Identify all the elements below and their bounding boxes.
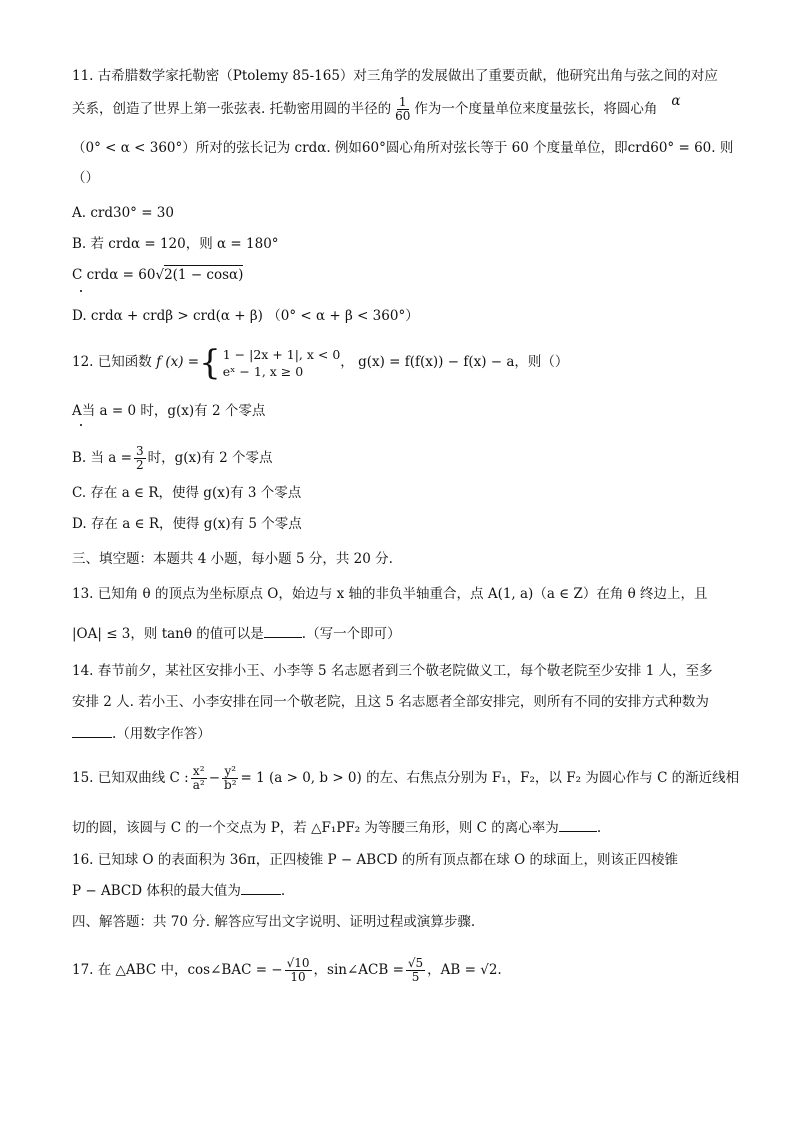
section-3-heading: 三、填空题：本题共 4 小题，每小题 5 分，共 20 分. <box>72 551 393 567</box>
q17-post: ，AB = √2. <box>427 962 502 978</box>
q11-line2-end: 作为一个度量单位来度量弦长，将圆心角 <box>414 101 658 117</box>
q11-frac-den: 60 <box>395 109 411 123</box>
q15-line2 <box>72 818 601 838</box>
q17-n1: √10 <box>286 956 310 970</box>
q11-option-c-prefix: C crdα = 60 <box>72 267 156 283</box>
q14-line2: 安排 2 人. 若小王、小李安排在同一个敬老院，且这 5 名志愿者全部安排完，则所有不同的安排方式种数为 <box>72 694 709 710</box>
q11-option-c-radicand: 2(1 − cosα) <box>164 267 244 283</box>
q11-line2-start: 关系，创造了世界上第一张弦表. 托勒密用圆的半径的 <box>72 101 392 117</box>
q12-option-a: A当 a = 0 时，g(x)有 2 个零点 <box>72 403 266 419</box>
q14-line1: 14. 春节前夕，某社区安排小王、小李等 5 名志愿者到三个敬老院做义工，每个敬老院至少安排 1 人，至多 <box>72 663 713 679</box>
sqrt-sign: √ <box>155 267 165 283</box>
q12-option-c: C. 存在 a ∈ R，使得 g(x)有 3 个零点 <box>72 485 302 501</box>
q15-minus: − <box>208 770 221 786</box>
q15-pre: 15. 已知双曲线 C : <box>72 770 189 786</box>
q11-alpha: α <box>671 93 681 109</box>
q12-stem <box>72 342 568 382</box>
q17-d1: 10 <box>290 970 306 984</box>
q17-d2: 5 <box>411 970 420 984</box>
q11-option-c <box>72 265 243 285</box>
answer-blank <box>559 831 597 832</box>
q15-f2-den: b² <box>224 778 237 792</box>
stray-dot <box>80 290 82 292</box>
q11-option-d: D. crdα + crdβ > crd(α + β) （0° < α + β < 360°） <box>72 308 419 324</box>
brace-icon: { <box>199 342 221 383</box>
answer-blank <box>72 737 112 738</box>
q12-option-d: D. 存在 a ∈ R，使得 g(x)有 5 个零点 <box>72 516 302 532</box>
q11-line1: 11. 古希腊数学家托勒密（Ptolemy 85-165）对三角学的发展做出了重要贡献，他研究出角与弦之间的对应 <box>72 68 718 84</box>
q12-rest: ， g(x) = f(f(x)) − f(x) − a，则（） <box>340 354 569 370</box>
q17-frac-1 <box>285 957 312 984</box>
stray-dot <box>80 424 82 426</box>
q17-n2: √5 <box>407 956 424 970</box>
q11-fraction <box>393 96 412 123</box>
q15-line1 <box>72 758 739 798</box>
q15-line2-start: 切的圆，该圆与 C 的一个交点为 P，若 △F₁PF₂ 为等腰三角形，则 C 的离心率为 <box>72 820 559 836</box>
q12-option-b-post: 时，g(x)有 2 个零点 <box>147 450 273 466</box>
q13-line1: 13. 已知角 θ 的顶点为坐标原点 O，始边与 x 轴的非负半轴重合，点 A(1, a)（a ∈ Z）在角 θ 终边上，且 <box>72 586 708 602</box>
q12-case2: eˣ − 1, x ≥ 0 <box>222 363 304 379</box>
q17-mid: ，sin∠ACB = <box>313 962 404 978</box>
q12-option-b-pre: B. 当 a = <box>72 450 132 466</box>
q16-line2-end: . <box>280 883 286 899</box>
q13-line2 <box>72 624 401 644</box>
q12-f: f (x) = <box>156 354 200 370</box>
q15-post: = 1 (a > 0, b > 0) 的左、右焦点分别为 F₁，F₂，以 F₂ 为圆心作与 C 的渐近线相 <box>240 770 740 786</box>
q14-line3 <box>72 724 211 744</box>
answer-blank <box>241 894 281 895</box>
q15-frac-x <box>191 765 207 792</box>
q12-option-b-frac <box>134 445 146 472</box>
q17-frac-2 <box>406 957 425 984</box>
q11-option-b: B. 若 crdα = 120，则 α = 180° <box>72 236 279 252</box>
q15-f1-num: x² <box>192 764 205 778</box>
q11-line2 <box>72 93 681 123</box>
answer-blank <box>264 637 302 638</box>
q17-pre: 17. 在 △ABC 中，cos∠BAC = − <box>72 962 283 978</box>
q12-piecewise <box>199 342 341 383</box>
q16-line1: 16. 已知球 O 的表面积为 36π，正四棱锥 P − ABCD 的所有顶点都在球 O 的球面上，则该正四棱锥 <box>72 852 679 868</box>
q11-option-a: A. crd30° = 30 <box>72 205 174 221</box>
q16-line2-start: P − ABCD 体积的最大值为 <box>72 883 241 899</box>
q14-line3-text: .（用数字作答） <box>112 726 211 742</box>
q13-line2-start: |OA| ≤ 3，则 tanθ 的值可以是 <box>72 626 264 642</box>
q11-line3: （0° < α < 360°）所对的弦长记为 crdα. 例如60°圆心角所对弦长等于 60 个度量单位，即crd60° = 60. 则 <box>72 140 734 156</box>
q13-line2-end: .（写一个即可） <box>301 626 401 642</box>
q12-label: 12. 已知函数 <box>72 354 152 370</box>
section-4-heading: 四、解答题：共 70 分. 解答应写出文字说明、证明过程或演算步骤. <box>72 914 476 930</box>
q15-f1-den: a² <box>192 778 205 792</box>
q15-f2-num: y² <box>224 764 237 778</box>
q17-line1 <box>72 950 502 990</box>
q11-line4: （） <box>72 170 99 186</box>
q12-case1: 1 − |2x + 1|, x < 0 <box>222 346 341 362</box>
q12-b-num: 3 <box>135 444 144 458</box>
q11-frac-num: 1 <box>398 95 407 109</box>
q12-option-b <box>72 440 273 476</box>
q16-line2 <box>72 881 285 901</box>
q12-b-den: 2 <box>135 458 144 472</box>
q15-line2-end: . <box>596 820 602 836</box>
q15-frac-y <box>222 765 239 792</box>
